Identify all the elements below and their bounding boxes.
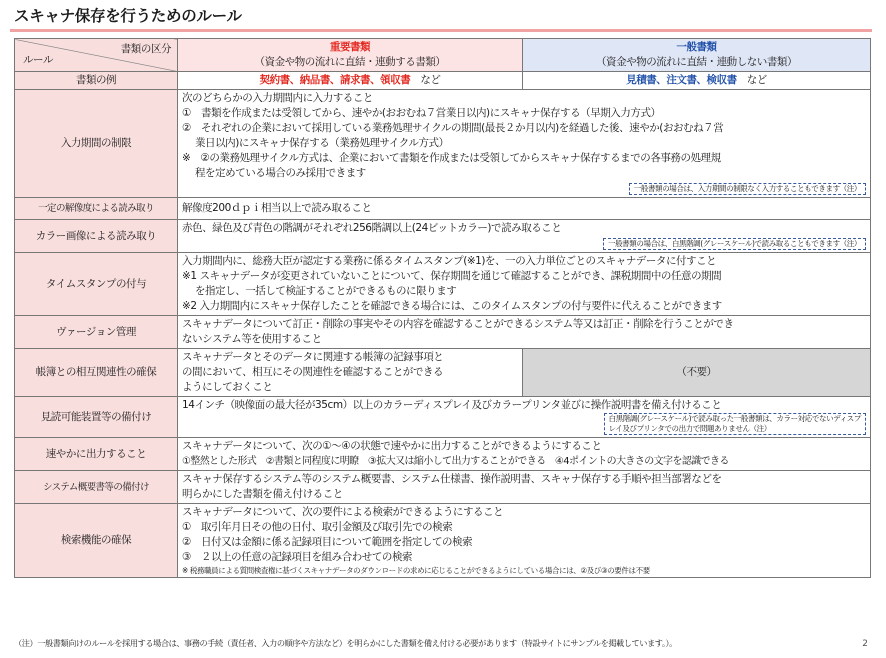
header-category-label: 書類の区分 bbox=[120, 43, 171, 55]
viewer-note bbox=[604, 413, 866, 435]
search-line: ③ ２以上の任意の記録項目を組み合わせての検索 bbox=[182, 551, 413, 563]
main-documents-subtitle: （資金や物の流れに直結・連動する書類） bbox=[254, 56, 446, 68]
input-period-note: 一般書類の場合は、入力期間の制限なく入力することもできます（注） bbox=[629, 183, 866, 195]
header-main-documents bbox=[178, 39, 523, 72]
output-line: スキャナデータについて、次の①～④の状態で速やかに出力することができるようにすること bbox=[182, 440, 602, 452]
timestamp-line: ※1 スキャナデータが変更されていないことについて、保存期間を通じて確認することができ、課税期間中の任意の期間 bbox=[182, 270, 722, 282]
input-period-row bbox=[15, 90, 871, 198]
ledger-general-content: （不要） bbox=[523, 349, 871, 397]
viewer-label: 見読可能装置等の備付け bbox=[15, 397, 178, 438]
timestamp-line: を指定し、一括して検証することができるものに限ります bbox=[195, 285, 457, 297]
general-documents-title: 一般書類 bbox=[676, 41, 717, 53]
color-row bbox=[15, 220, 871, 253]
input-period-line: ※ ②の業務処理サイクル方式は、企業において書類を作成または受領してからスキャナ保存するまでの各事務の処理規 bbox=[182, 152, 721, 164]
ledger-row bbox=[15, 349, 871, 397]
main-documents-title: 重要書類 bbox=[329, 41, 371, 53]
search-note: ※ 税務職員による質問検査権に基づくスキャナデータのダウンロードの求めに応じることができるようにしている場合には、②及び③の要件は不要 bbox=[182, 566, 650, 575]
resolution-label: 一定の解像度による読み取り bbox=[15, 198, 178, 220]
output-label: 速やかに出力すること bbox=[15, 438, 178, 471]
examples-general bbox=[523, 72, 871, 90]
version-content bbox=[178, 316, 871, 349]
timestamp-content bbox=[178, 253, 871, 316]
examples-general-list: 見積書、注文書、検収書 bbox=[626, 74, 737, 86]
ledger-label: 帳簿との相互関連性の確保 bbox=[15, 349, 178, 397]
input-period-line: 程を定めている場合のみ採用できます bbox=[195, 167, 366, 179]
input-period-line: 次のどちらかの入力期間内に入力すること bbox=[182, 92, 373, 104]
color-content bbox=[178, 220, 871, 253]
search-line: スキャナデータについて、次の要件による検索ができるようにすること bbox=[182, 506, 504, 518]
version-row bbox=[15, 316, 871, 349]
examples-label: 書類の例 bbox=[15, 72, 178, 90]
page-title: スキャナ保存を行うためのルール bbox=[14, 7, 242, 25]
examples-main-suffix: など bbox=[410, 74, 441, 86]
search-content bbox=[178, 504, 871, 578]
input-period-line: ① 書類を作成または受領してから、速やか(おおむね７営業日以内)にスキャナ保存する（早期入力方式） bbox=[182, 107, 661, 119]
system-docs-row bbox=[15, 471, 871, 504]
ledger-line: の間において、相互にその関連性を確認することができる bbox=[182, 366, 444, 378]
version-line: スキャナデータについて訂正・削除の事実やその内容を確認することができるシステム等又は訂正・削除を行うことができ bbox=[182, 318, 734, 330]
examples-main-list: 契約書、納品書、請求書、領収書 bbox=[259, 74, 411, 86]
rules-table bbox=[14, 38, 871, 578]
input-period-line: ② それぞれの企業において採用している業務処理サイクルの期間(最長２か月以内)を経過した後、速やか(おおむね７営 bbox=[182, 122, 724, 134]
general-documents-subtitle: （資金や物の流れに直結・連動しない書類） bbox=[596, 56, 797, 68]
examples-row bbox=[15, 72, 871, 90]
output-line: ①整然とした形式 ②書類と同程度に明瞭 ③拡大又は縮小して出力することができる ④4ポイントの大きさの文字を認識できる bbox=[182, 456, 729, 467]
version-line: ないシステム等を使用すること bbox=[182, 333, 322, 345]
system-docs-content bbox=[178, 471, 871, 504]
search-row bbox=[15, 504, 871, 578]
search-line: ① 取引年月日その他の日付、取引金額及び取引先での検索 bbox=[182, 521, 453, 533]
header-rule-label: ルール bbox=[23, 54, 53, 66]
timestamp-row bbox=[15, 253, 871, 316]
examples-main bbox=[178, 72, 523, 90]
page-number: 2 bbox=[862, 639, 868, 649]
timestamp-line: ※2 入力期間内にスキャナ保存したことを確認できる場合には、このタイムスタンプの付与要件に代えることができます bbox=[182, 300, 722, 312]
ledger-line: ようにしておくこと bbox=[182, 381, 273, 393]
title-underline bbox=[10, 29, 872, 32]
system-docs-line: 明らかにした書類を備え付けること bbox=[182, 488, 343, 500]
examples-general-suffix: など bbox=[736, 74, 767, 86]
input-period-line: 業日以内)にスキャナ保存する（業務処理サイクル方式） bbox=[195, 137, 449, 149]
search-label: 検索機能の確保 bbox=[15, 504, 178, 578]
viewer-text: 14インチ（映像面の最大径が35cm）以上のカラーディスプレイ及びカラープリンタ並びに操作説明書を備え付けること bbox=[182, 399, 722, 411]
color-text: 赤色、緑色及び青色の階調がそれぞれ256階調以上(24ビットカラー)で読み取ること bbox=[182, 222, 562, 234]
version-label: ヴァージョン管理 bbox=[15, 316, 178, 349]
input-period-content bbox=[178, 90, 871, 198]
viewer-row bbox=[15, 397, 871, 438]
system-docs-line: スキャナ保存するシステム等のシステム概要書、システム仕様書、操作説明書、スキャナ保存する手順や担当部署などを bbox=[182, 473, 722, 485]
viewer-note-line: レイ及びプリンタでの出力で問題ありません（注） bbox=[608, 424, 771, 433]
header-row bbox=[15, 39, 871, 72]
viewer-note-line: 白黒階調(グレースケール)で読み取った一般書類は、カラー対応でないディスプ bbox=[608, 414, 861, 423]
timestamp-line: 入力期間内に、総務大臣が認定する業務に係るタイムスタンプ(※1)を、一の入力単位ごとのスキャナデータに付すこと bbox=[182, 255, 717, 267]
footer-note: （注）一般書類向けのルールを採用する場合は、事務の手続（責任者、入力の順序や方法など）を明らかにした書類を備え付ける必要があります（特設サイトにサンプルを掲載しています。）。 bbox=[14, 638, 677, 648]
input-period-label: 入力期間の制限 bbox=[15, 90, 178, 198]
search-line: ② 日付又は金額に係る記録項目について範囲を指定しての検索 bbox=[182, 536, 473, 548]
output-row bbox=[15, 438, 871, 471]
system-docs-label: システム概要書等の備付け bbox=[15, 471, 178, 504]
ledger-line: スキャナデータとそのデータに関連する帳簿の記録事項と bbox=[182, 351, 444, 363]
timestamp-label: タイムスタンプの付与 bbox=[15, 253, 178, 316]
header-general-documents bbox=[523, 39, 871, 72]
color-label: カラー画像による読み取り bbox=[15, 220, 178, 253]
color-note: 一般書類の場合は、白黒階調(グレースケール)で読み取ることもできます（注） bbox=[603, 238, 866, 250]
ledger-main-content bbox=[178, 349, 523, 397]
viewer-content bbox=[178, 397, 871, 438]
resolution-content: 解像度200ｄｐｉ相当以上で読み取ること bbox=[178, 198, 871, 220]
header-corner bbox=[15, 39, 178, 72]
output-content bbox=[178, 438, 871, 471]
resolution-row bbox=[15, 198, 871, 220]
